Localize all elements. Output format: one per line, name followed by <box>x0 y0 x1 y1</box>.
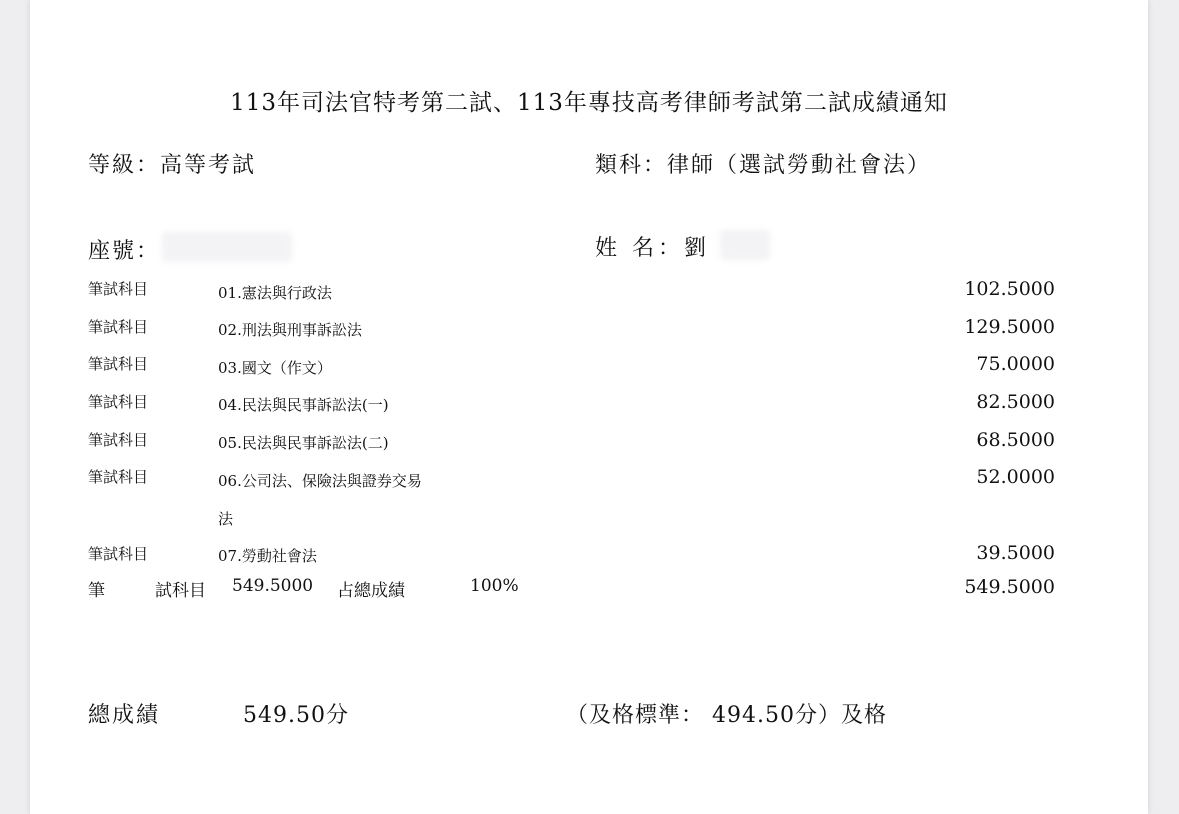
written-share-value: 100% <box>470 576 519 596</box>
name-field <box>595 231 710 262</box>
subject-type: 筆試科目 <box>88 280 149 298</box>
subject-name: 01.憲法與行政法 <box>218 284 332 302</box>
subject-type: 筆試科目 <box>88 393 149 411</box>
written-total-char: 筆 <box>88 581 105 601</box>
document-title: 113年司法官特考第二試、113年專技高考律師考試第二試成績通知 <box>230 90 948 116</box>
subject-score: 129.5000 <box>964 316 1055 338</box>
name-label: 姓 名： <box>595 236 684 261</box>
subject-score: 68.5000 <box>976 429 1055 451</box>
subject-name: 04.民法與民事訴訟法(一) <box>218 396 389 414</box>
grade-field <box>88 148 256 179</box>
written-share-label: 占總成績 <box>337 581 405 601</box>
subject-type: 筆試科目 <box>88 431 149 449</box>
subject-name: 05.民法與民事訴訟法(二) <box>218 434 389 452</box>
category-field <box>595 148 931 179</box>
name-value: 劉 <box>684 236 711 261</box>
subject-name: 07.勞動社會法 <box>218 547 317 565</box>
subject-type: 筆試科目 <box>88 468 149 486</box>
subject-score: 52.0000 <box>976 466 1055 488</box>
grade-label: 等級： <box>88 153 161 178</box>
written-total-score: 549.5000 <box>964 576 1055 598</box>
written-total-value: 549.5000 <box>232 576 314 596</box>
written-total-label: 試科目 <box>155 581 206 601</box>
subject-name: 03.國文（作文） <box>218 359 332 377</box>
subject-score: 75.0000 <box>976 353 1055 375</box>
redacted-seat-number <box>162 232 292 262</box>
subject-type: 筆試科目 <box>88 545 149 563</box>
subject-name-continued: 法 <box>218 510 234 528</box>
subject-score: 102.5000 <box>964 278 1055 300</box>
category-value: 律師（選試勞動社會法） <box>667 153 932 178</box>
subject-type: 筆試科目 <box>88 318 149 336</box>
grade-value: 高等考試 <box>160 153 257 178</box>
subject-type: 筆試科目 <box>88 355 149 373</box>
category-label: 類科： <box>595 153 668 178</box>
subject-score: 82.5000 <box>976 391 1055 413</box>
subject-name: 02.刑法與刑事訴訟法 <box>218 321 362 339</box>
subject-name: 06.公司法、保險法與證券交易 <box>218 472 422 490</box>
redacted-name <box>720 230 770 260</box>
score-notice-document <box>30 0 1148 814</box>
pass-standard: （及格標準： 494.50分）及格 <box>566 703 887 728</box>
total-value: 549.50分 <box>243 703 349 728</box>
subject-score: 39.5000 <box>976 542 1055 564</box>
total-label: 總成績 <box>88 703 161 728</box>
seat-label: 座號： <box>88 239 161 264</box>
